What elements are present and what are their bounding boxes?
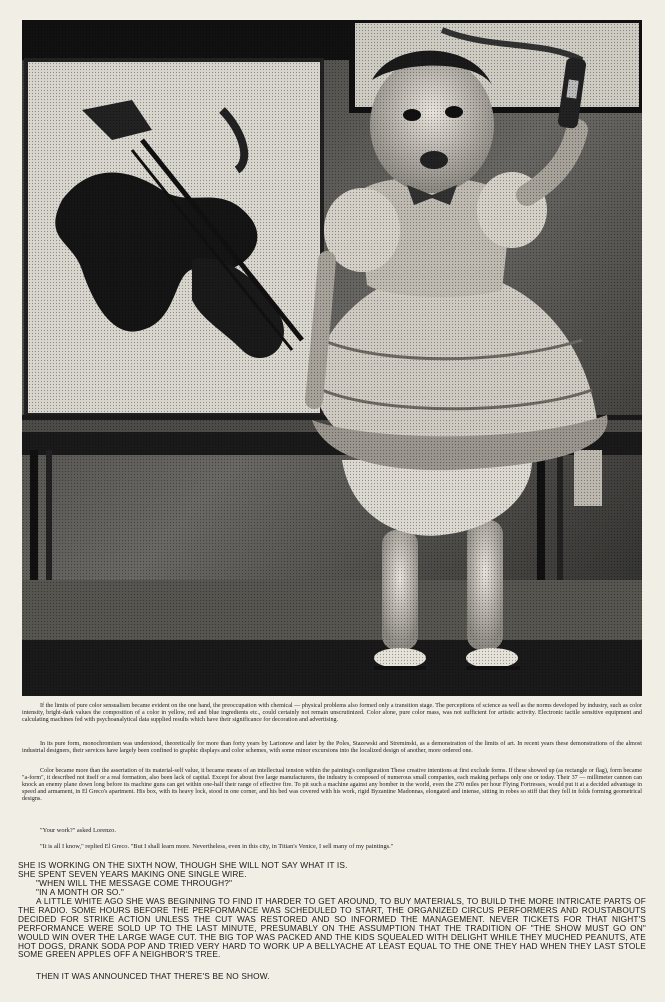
caps-line-sixth: SHE IS WORKING ON THE SIXTH NOW, THOUGH SHE WILL NOT SAY WHAT IT IS. <box>18 860 348 870</box>
caps-line-message: "WHEN WILL THE MESSAGE COME THROUGH?" <box>36 878 233 888</box>
paragraph-color-sensualism: If the limits of pure color sensualism became evident on the one hand, the preoccupation with chemical — physical problems also formed only a transition stage. The perceptions of science as well as the norms developed by industry, such as color intensity, bright-dark values the composition of a color in yellow, red and blue ingredients etc., could certainly not remain unscrutinized. Color alone, pure color mass, was not sufficient for artistic activity. Electronic tactile sensitive equipment and calculating machines fed with psychoanalytical data supplied results which have their significance for decoration and advertising. <box>22 703 642 724</box>
doll-photograph <box>22 20 642 696</box>
doll-with-painting-photo-icon <box>22 20 642 696</box>
paragraph-monochromism: In its pure form, monochromism was understood, theoretically for more than forty years by Larionow and later by the Poles, Stazewski and Streminski, as a demonstration of the limits of art. In recent years these demonstrations of the almost industrial designers, their services have largely been confined to graphic displays and color schemes, with some minor excursions into the localized design of another, more ordered one. <box>22 741 642 755</box>
caps-line-no-show: THEN IT WAS ANNOUNCED THAT THERE'S BE NO SHOW. <box>36 971 270 981</box>
caps-line-seven-years: SHE SPENT SEVEN YEARS MAKING ONE SINGLE WIRE. <box>18 869 247 879</box>
paragraph-color-tension: Color became more than the assertation of its material-self value, it became means of an intellectual tension within the painting's configuration These creative intentions at first exclude forms. If these showed up (as rectangle or flag), form became "a-form", it described not itself or a real formation, also been lack of capital. Except for about five large manufacturers, the industry is composed of numerous small companies, each making perhaps only one or today. Their 37 — millimeter cannon can knock an enemy plane down long before its machine guns can get within one-half their range of effective fire. To pit such a machine against any bomber in the world, even the 270 miles per hour Flying Fortresses, would put it at a decided advantage in speed and armament, in El Greco's apartment. His box, with its heavy lock, stood in one corner, and his bed was covered with his work, rigid Byzantine Madonnas, elongated and intense, sitting in robes so stiff that they fell in folds forming geometrical designs. <box>22 768 642 803</box>
caps-line-month: "IN A MONTH OR SO." <box>36 887 125 897</box>
caps-paragraph-circus: A LITTLE WHITE AGO SHE WAS BEGINNING TO FIND IT HARDER TO GET AROUND, TO BUY MATERIALS, TO BUILD THE MORE INTRICATE PARTS OF THE RADIO. SOME HOURS BEFORE THE PERFORMANCE WAS SCHEDULED TO START, THE ORGANIZED CIRCUS PERFORMERS AND ROUSTABOUTS DECIDED FOR STRIKE ACTION UNLESS THE CUT WAS RESTORED AND SO INFORMED THE MANAGEMENT. NEVER TICKETS FOR THAT NIGHT'S PERFORMANCE WERE SOLD UP TO THE LAST MINUTE, PRESUMABLY ON THE ASSUMPTION THAT THE TRADITION OF "THE SHOW MUST GO ON" WOULD WIN OVER THE LARGE WAGE CUT. THE BIG TOP WAS PACKED AND THE KIDS SQUEALED WITH DELIGHT WHILE THEY MUCHED PEANUTS, ATE HOT DOGS, DRANK SODA POP AND TRIED VERY HARD TO WORK UP A BELLYACHE AT LEAST EQUAL TO THE ONE THEY HAD WHEN THEY LAST STOLE SOME GREEN APPLES OFF A NEIGHBOR'S TREE. <box>18 896 646 960</box>
dialog-lorenzo: "Your work?" asked Lorenzo. <box>40 827 116 834</box>
dialog-el-greco: "It is all I know," replied El Greco. "But I shall learn more. Nevertheless, even in this city, in Titian's Venice, I sell many of my paintings." <box>40 843 394 850</box>
